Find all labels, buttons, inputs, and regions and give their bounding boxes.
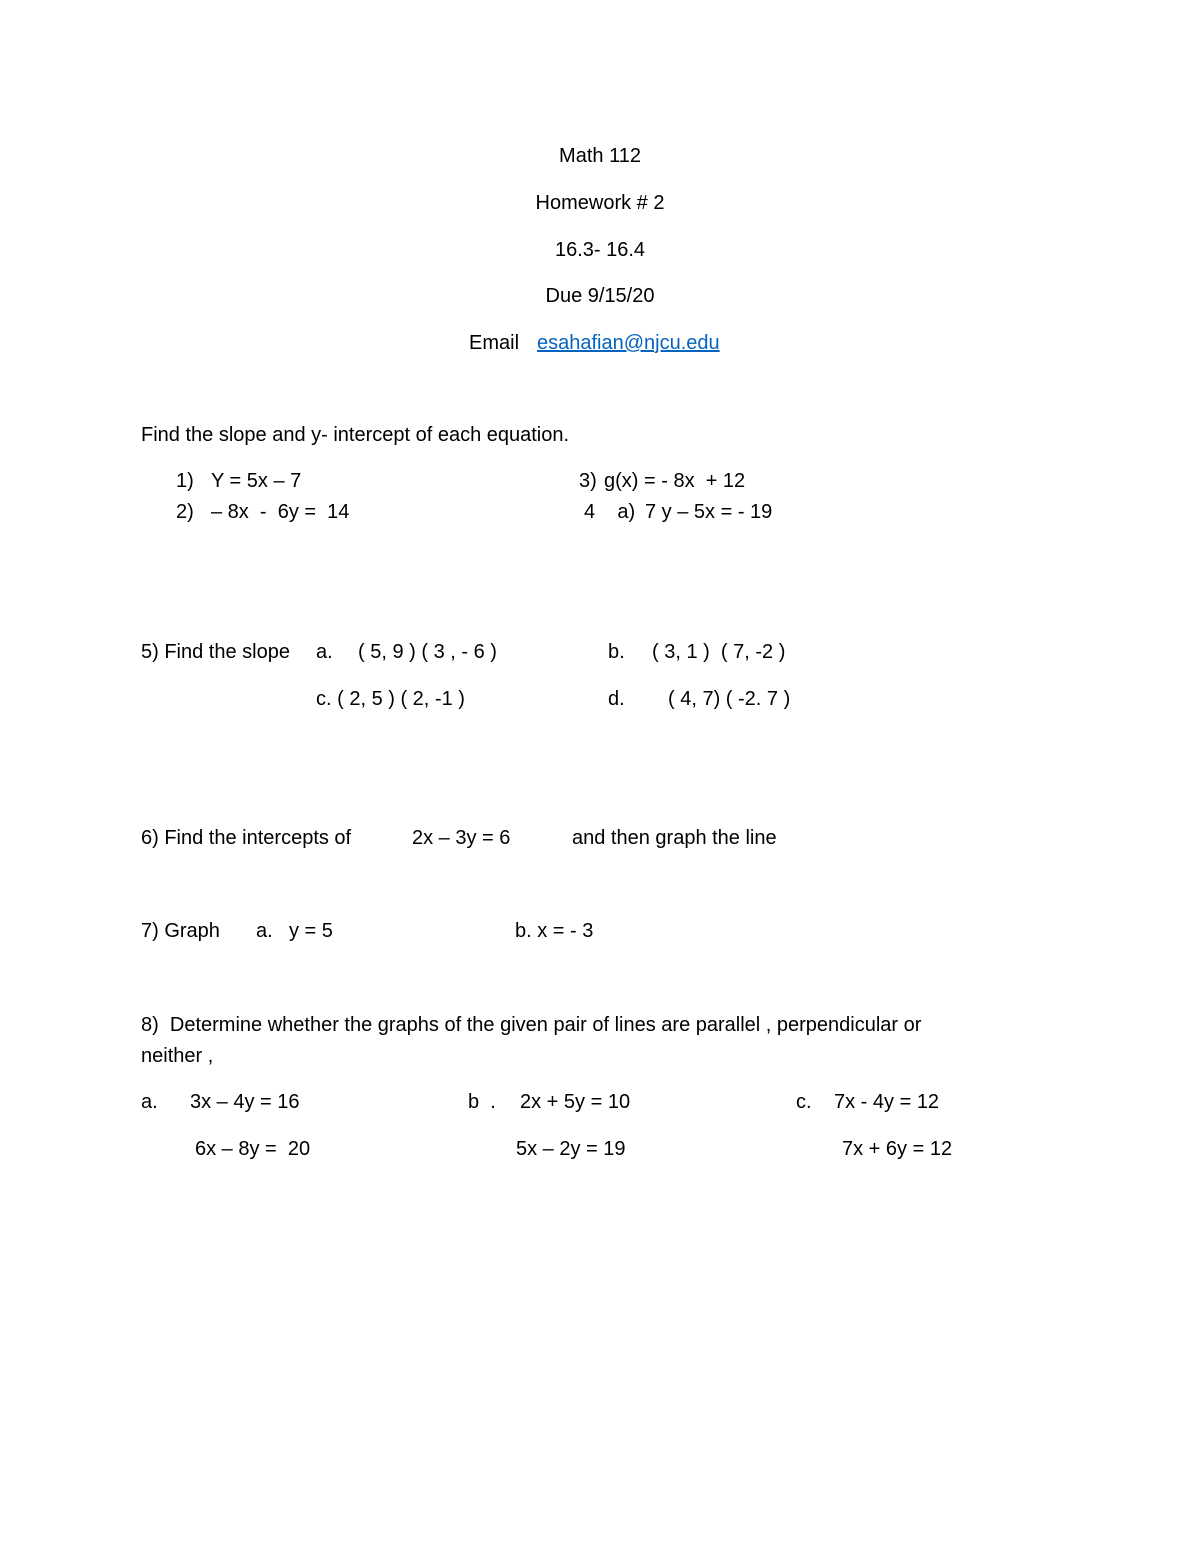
sections-range: 16.3- 16.4 [554, 239, 646, 261]
q4-expression: 7 y – 5x = - 19 [645, 501, 773, 523]
email-label: Email [469, 332, 520, 354]
q5-b-label: b. [608, 641, 625, 663]
q8-b-equation-1: 2x + 5y = 10 [520, 1091, 631, 1113]
q5-a-label: a. [316, 641, 333, 663]
q5-a-points: ( 5, 9 ) ( 3 , - 6 ) [358, 641, 497, 663]
q5-c-points: c. ( 2, 5 ) ( 2, -1 ) [316, 688, 465, 710]
q5-b-points: ( 3, 1 ) ( 7, -2 ) [652, 641, 786, 663]
due-date: Due 9/15/20 [545, 285, 655, 307]
homework-title: Homework # 2 [535, 192, 665, 214]
q7-a-label: a. [256, 920, 273, 942]
q8-prompt-line2: neither , [141, 1045, 214, 1067]
q8-b-equation-2: 5x – 2y = 19 [516, 1138, 626, 1160]
q6-suffix: and then graph the line [572, 827, 777, 849]
q6-equation: 2x – 3y = 6 [412, 827, 511, 849]
q5-d-points: ( 4, 7) ( -2. 7 ) [668, 688, 791, 710]
q8-a-equation-1: 3x – 4y = 16 [190, 1091, 300, 1113]
q5-d-label: d. [608, 688, 625, 710]
q3-expression: g(x) = - 8x + 12 [604, 470, 746, 492]
q2-expression: – 8x - 6y = 14 [211, 501, 350, 523]
q5-prompt: 5) Find the slope [141, 641, 290, 663]
q6-prompt: 6) Find the intercepts of [141, 827, 352, 849]
q7-prompt: 7) Graph [141, 920, 220, 942]
q3-number: 3) [579, 470, 597, 492]
q8-a-label: a. [141, 1091, 158, 1113]
q2-number: 2) [176, 501, 194, 523]
q1-number: 1) [176, 470, 194, 492]
q4-number: 4 a) [584, 501, 636, 523]
q8-c-equation-1: 7x - 4y = 12 [834, 1091, 940, 1113]
q8-c-label: c. [796, 1091, 812, 1113]
q7-a-equation: y = 5 [289, 920, 333, 942]
q8-b-label: b . [468, 1091, 496, 1113]
q8-c-equation-2: 7x + 6y = 12 [842, 1138, 953, 1160]
q7-b-equation: b. x = - 3 [515, 920, 594, 942]
q8-prompt-line1: 8) Determine whether the graphs of the given pair of lines are parallel , perpendicular or [141, 1014, 922, 1036]
instruction-slope-intercept: Find the slope and y- intercept of each equation. [141, 424, 570, 446]
email-link[interactable]: esahafian@njcu.edu [537, 332, 720, 354]
course-title: Math 112 [559, 145, 641, 167]
q1-expression: Y = 5x – 7 [211, 470, 302, 492]
q8-a-equation-2: 6x – 8y = 20 [195, 1138, 311, 1160]
